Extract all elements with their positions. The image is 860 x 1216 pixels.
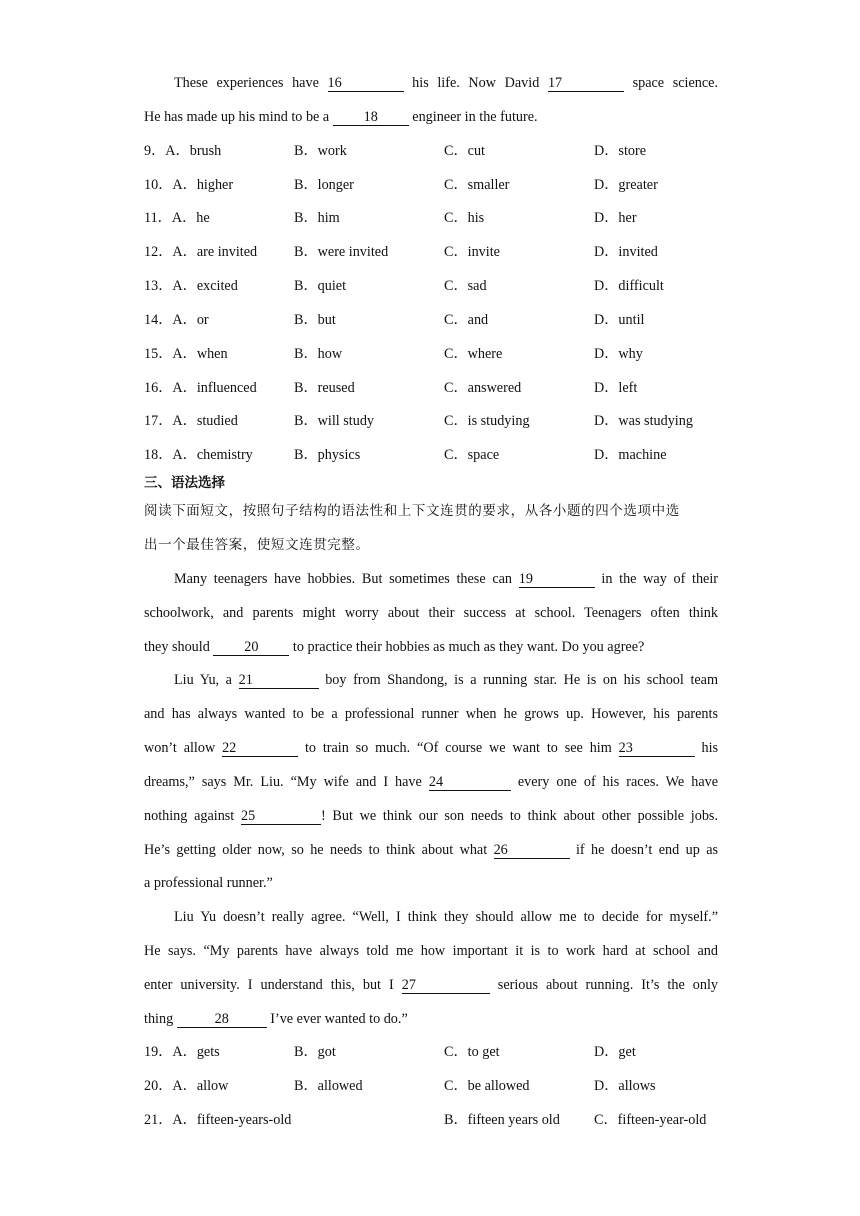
question-number-and-option-a: 10．A．higher xyxy=(144,177,234,193)
question-row xyxy=(144,242,724,262)
option-b: B．were invited xyxy=(294,244,389,260)
passage-text: He’s getting older now, so he needs to think about what xyxy=(144,842,488,858)
question-number-and-option-a: 21．A．fifteen-years-old xyxy=(144,1112,292,1128)
passage-line xyxy=(144,772,718,792)
question-row xyxy=(144,1110,724,1130)
option-c: C．his xyxy=(444,210,485,226)
option-b: B．physics xyxy=(294,447,361,463)
option-c: C．smaller xyxy=(444,177,510,193)
question-row xyxy=(144,411,724,431)
question-number-and-option-a: 19．A．gets xyxy=(144,1044,220,1060)
passage-text: his xyxy=(701,740,719,756)
option-d: D．her xyxy=(594,210,637,226)
option-b: B．fifteen years old xyxy=(444,1112,560,1128)
option-b: B．quiet xyxy=(294,278,347,294)
blank-20: 20 xyxy=(213,640,289,656)
blank-21: 21 xyxy=(239,673,319,689)
option-d: D．get xyxy=(594,1044,636,1060)
passage-text: dreams,” says Mr. Liu. “My wife and I have xyxy=(144,774,422,790)
passage-text: thing xyxy=(144,1011,174,1027)
question-number-and-option-a: 18．A．chemistry xyxy=(144,447,253,463)
option-d: D．difficult xyxy=(594,278,664,294)
passage-line xyxy=(174,73,718,93)
question-row xyxy=(144,208,724,228)
option-d: D．machine xyxy=(594,447,667,463)
option-d: D．why xyxy=(594,346,643,362)
passage-text: if he doesn’t end up as xyxy=(575,842,719,858)
blank-17: 17 xyxy=(548,76,624,92)
passage-line xyxy=(144,107,718,127)
passage-line: a professional runner.” xyxy=(144,875,273,891)
option-d: D．was studying xyxy=(594,413,693,429)
blank-23: 23 xyxy=(619,741,695,757)
option-b: B．allowed xyxy=(294,1078,363,1094)
option-d: D．store xyxy=(594,143,647,159)
option-b: B．but xyxy=(294,312,336,328)
blank-26: 26 xyxy=(494,843,570,859)
option-c: C．be allowed xyxy=(444,1078,530,1094)
blank-19: 19 xyxy=(519,572,595,588)
option-c: C．to get xyxy=(444,1044,500,1060)
option-c: C．sad xyxy=(444,278,487,294)
passage-text: nothing against xyxy=(144,808,235,824)
passage-line: Liu Yu doesn’t really agree. “Well, I think they should allow me to decide for myself.” xyxy=(174,909,718,925)
section-instructions: 出一个最佳答案，使短文连贯完整。 xyxy=(144,537,370,553)
option-c: C．invite xyxy=(444,244,500,260)
blank-28: 28 xyxy=(177,1012,267,1028)
question-row xyxy=(144,141,724,161)
passage-line xyxy=(144,1009,718,1029)
option-b: B．him xyxy=(294,210,340,226)
blank-27: 27 xyxy=(402,978,490,994)
blank-16: 16 xyxy=(328,76,404,92)
passage-line xyxy=(144,806,718,826)
passage-line xyxy=(174,569,718,589)
passage-line xyxy=(144,975,718,995)
question-row xyxy=(144,310,724,330)
passage-line: He says. “My parents have always told me how important it is to work hard at school and xyxy=(144,943,718,959)
option-c: C．and xyxy=(444,312,489,328)
passage-text: won’t allow xyxy=(144,740,216,756)
question-number-and-option-a: 14．A．or xyxy=(144,312,209,328)
blank-18: 18 xyxy=(333,110,409,126)
option-b: B．will study xyxy=(294,413,375,429)
question-number-and-option-a: 12．A．are invited xyxy=(144,244,258,260)
passage-text: Liu Yu, a xyxy=(174,672,232,688)
passage-line: schoolwork, and parents might worry about their success at school. Teenagers often think xyxy=(144,605,718,621)
question-row xyxy=(144,445,724,465)
passage-text: his life. Now David xyxy=(412,75,540,91)
question-number-and-option-a: 9．A．brush xyxy=(144,143,222,159)
passage-line xyxy=(144,840,718,860)
question-row xyxy=(144,1076,724,1096)
passage-text: Many teenagers have hobbies. But sometimes these can xyxy=(174,571,513,587)
passage-line: and has always wanted to be a professional runner when he grows up. However, his parents xyxy=(144,706,718,722)
passage-text: engineer in the future. xyxy=(412,109,538,125)
passage-text: to train so much. “Of course we want to see him xyxy=(304,740,612,756)
blank-22: 22 xyxy=(222,741,298,757)
passage-text: every one of his races. We have xyxy=(517,774,719,790)
option-b: B．reused xyxy=(294,380,355,396)
option-b: B．longer xyxy=(294,177,354,193)
option-d: D．until xyxy=(594,312,645,328)
question-number-and-option-a: 17．A．studied xyxy=(144,413,238,429)
question-row xyxy=(144,175,724,195)
option-c: C．where xyxy=(444,346,503,362)
question-number-and-option-a: 16．A．influenced xyxy=(144,380,257,396)
passage-text: space science. xyxy=(632,75,719,91)
option-d: D．allows xyxy=(594,1078,656,1094)
passage-line xyxy=(144,637,718,657)
section-instructions: 阅读下面短文，按照句子结构的语法性和上下文连贯的要求，从各小题的四个选项中选 xyxy=(144,503,680,519)
option-d: D．greater xyxy=(594,177,658,193)
passage-text: enter university. I understand this, but I xyxy=(144,977,394,993)
passage-text: serious about running. It’s the only xyxy=(497,977,718,993)
blank-24: 24 xyxy=(429,775,511,791)
question-row xyxy=(144,276,724,296)
option-c: C．answered xyxy=(444,380,522,396)
passage-text: boy from Shandong, is a running star. He is on his school team xyxy=(325,672,719,688)
option-d: D．left xyxy=(594,380,638,396)
option-b: B．how xyxy=(294,346,343,362)
question-row xyxy=(144,378,724,398)
question-number-and-option-a: 20．A．allow xyxy=(144,1078,229,1094)
passage-text: These experiences have xyxy=(174,75,319,91)
option-c: C．fifteen-year-old xyxy=(594,1112,707,1128)
passage-text: they should xyxy=(144,639,210,655)
question-number-and-option-a: 13．A．excited xyxy=(144,278,238,294)
passage-text: I’ve ever wanted to do.” xyxy=(270,1011,408,1027)
blank-25: 25 xyxy=(241,809,321,825)
question-number-and-option-a: 15．A．when xyxy=(144,346,228,362)
section-title: 三、语法选择 xyxy=(144,475,225,491)
passage-line xyxy=(174,670,718,690)
option-c: C．cut xyxy=(444,143,485,159)
option-c: C．is studying xyxy=(444,413,530,429)
passage-text: He has made up his mind to be a xyxy=(144,109,330,125)
option-b: B．got xyxy=(294,1044,336,1060)
question-number-and-option-a: 11．A．he xyxy=(144,210,210,226)
option-c: C．space xyxy=(444,447,500,463)
option-b: B．work xyxy=(294,143,347,159)
question-row xyxy=(144,1042,724,1062)
passage-text: ! But we think our son needs to think about other possible jobs. xyxy=(320,808,718,824)
question-row xyxy=(144,344,724,364)
option-d: D．invited xyxy=(594,244,658,260)
passage-text: in the way of their xyxy=(601,571,719,587)
passage-text: to practice their hobbies as much as they want. Do you agree? xyxy=(292,639,645,655)
passage-line xyxy=(144,738,718,758)
